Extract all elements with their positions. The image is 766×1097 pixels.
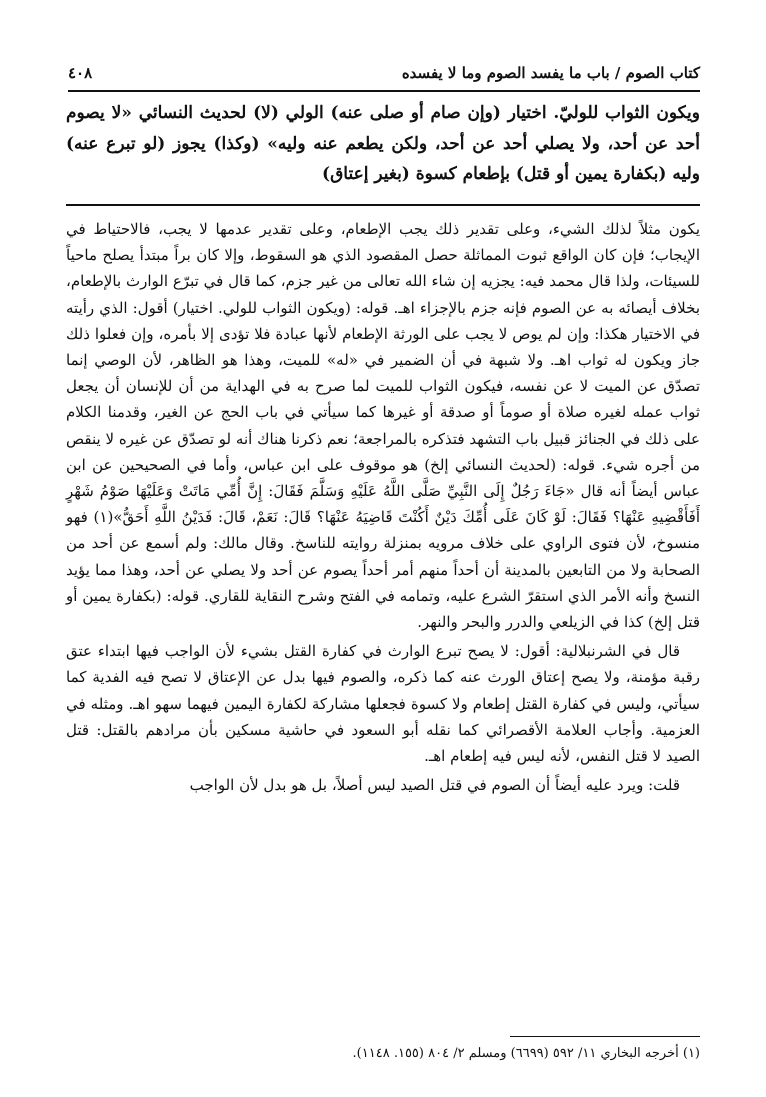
main-text: ويكون الثواب للوليّ. اختيار (وإن صام أو صلى عنه) الولي (لا) لحديث النسائي «لا يصوم أحد عن أحد، ولا يصلي أحد عن أحد، ولكن يطعم عنه وليه» (وكذا) يجوز (لو تبرع عنه) وليه (بكفارة يمين أو قتل) بإطعام كسوة (بغير إعتاق) xyxy=(66,103,700,184)
page-number: ٤٠٨ xyxy=(68,64,93,82)
commentary-paragraph: قلت: ويرد عليه أيضاً أن الصوم في قتل الصيد ليس أصلاً، بل هو بدل لأن الواجب xyxy=(189,776,680,795)
commentary xyxy=(66,216,700,801)
running-title: كتاب الصوم / باب ما يفسد الصوم وما لا يفسده xyxy=(401,64,700,82)
header-divider xyxy=(68,90,700,92)
main-text-divider xyxy=(66,204,700,206)
footnote: (١) أخرجه البخاري ١١/ ٥٩٢ (٦٦٩٩) ومسلم ٢/ ٨٠٤ (١٥٥. ١١٤٨). xyxy=(352,1046,700,1061)
commentary-paragraph: قال في الشرنبلالية: أقول: لا يصح تبرع الوارث في كفارة القتل بشيء لأن الواجب فيها ابتداء عتق رقبة مؤمنة، ولا يصح إعتاق الورث عنه كما ذكره، والصوم فيها بدل عن الإعتاق لا تصح فيه الفدية كما سيأتي، وليس في كفارة القتل إطعام ولا كسوة فجعلها مشاركة لكفارة اليمين فيهما سهو اهـ. ومثله في العزمية. وأجاب العلامة الأقصرائي كما نقله أبو السعود في حاشية مسكين بأن مرادهم بالقتل: قتل الصيد لا قتل النفس، لأنه ليس فيه إطعام اهـ. xyxy=(66,642,700,766)
footnote-divider xyxy=(510,1036,700,1037)
page-header xyxy=(68,58,700,88)
commentary-paragraph: يكون مثلاً لذلك الشيء، وعلى تقدير ذلك يجب الإطعام، وعلى تقدير عدمها لا يجب، فالاحتياط في الإيجاب؛ فإن كان الواقع ثبوت المماثلة حصل المقصود الذي هو السقوط، وإلا كان براً مبتدأ يصلح ماحياً للسيئات، ولذا قال محمد فيه: يجزيه إن شاء الله تعالى من غير جزم، كما قال في تبرّع الوارث بالإطعام، بخلاف أيصائه به عن الصوم فإنه جزم بالإجزاء اهـ. قوله: (ويكون الثواب للولي. اختيار) أقول: الذي رأيته في الاختيار هكذا: وإن لم يوص لا يجب على الورثة الإطعام لأنها عبادة فلا تؤدى إلا بأمره، وإن فعلوا ذلك جاز ويكون له ثواب اهـ. ولا شبهة في أن الضمير في «له» للميت، وهذا هو الظاهر، لأن الوصي إنما تصدّق عن الميت لا عن نفسه، فيكون الثواب للميت لما صرح به في الهداية من أن للإنسان أن يجعل ثواب عمله لغيره صلاة أو صوماً أو صدقة أو غيرها كما سيأتي في باب الحج عن الغير، وقدمنا الكلام على ذلك في الجنائز قبيل باب التشهد فتذكره بالمراجعة؛ نعم ذكرنا هناك أنه لو تصدّق عن غيره لا ينقص من أجره شيء. قوله: (لحديث النسائي إلخ) هو موقوف على ابن عباس، وأما في الصحيحين عن ابن عباس أيضاً أنه قال «جَاءَ رَجُلٌ إِلَى النَّبِيِّ صَلَّى اللَّهُ عَلَيْهِ وَسَلَّمَ فَقَالَ: إِنَّ أُمِّي مَاتَتْ وَعَلَيْهَا صَوْمُ شَهْرٍ أَفَأَقْضِيهِ عَنْهَا؟ فَقَالَ: لَوْ كَانَ عَلَى أُمِّكَ دَيْنٌ أَكُنْتَ قَاضِيَهُ عَنْهَا؟ قَالَ: نَعَمْ، قَالَ: فَدَيْنُ اللَّهِ أَحَقُّ»(١) فهو منسوخ، لأن فتوى الراوي على خلاف مرويه بمنزلة روايته للناسخ. وقال مالك: ولم أسمع عن أحد من الصحابة ولا من التابعين بالمدينة أن أحداً منهم أمر أحداً يصوم عن أحد ولا يصلي عن أحد، وهذا مما يؤيد النسخ وأنه الأمر الذي استقرّ الشرع عليه، وتمامه في الفتح وشرح النقاية للقاري. قوله: (بكفارة يمين أو قتل إلخ) كذا في الزيلعي والدرر والبحر والنهر. xyxy=(66,220,700,632)
